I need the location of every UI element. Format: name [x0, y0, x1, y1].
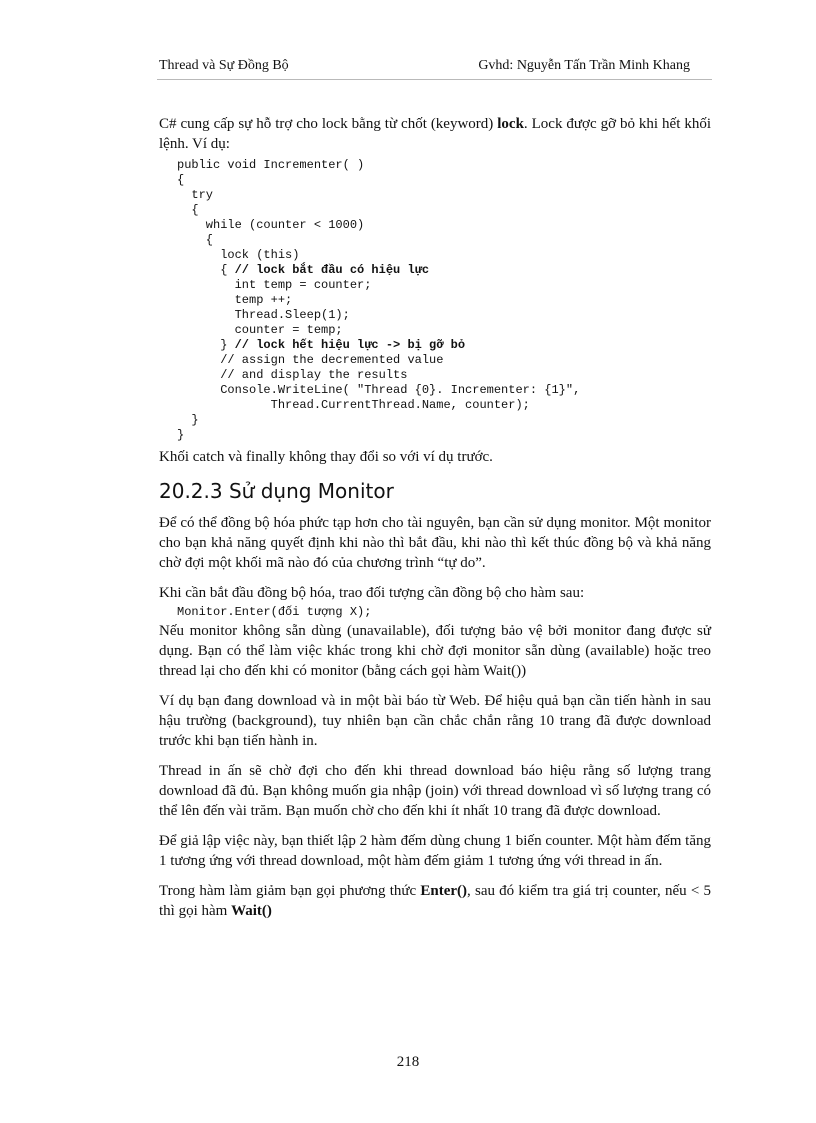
p7-wait-method: Wait(): [231, 903, 272, 919]
monitor-paragraph-2: Khi cần bắt đầu đồng bộ hóa, trao đối tượng cần đồng bộ cho hàm sau:: [159, 585, 585, 601]
page-content: [159, 114, 711, 921]
after-code-paragraph: Khối catch và finally không thay đổi so với ví dụ trước.: [159, 449, 493, 465]
monitor-paragraph-4: Ví dụ bạn đang download và in một bài báo từ Web. Để hiệu quả bạn cần tiến hành in sau hậu trường (background), tuy nhiên bạn cần chắc chắn rằng 10 trang đã được download trước khi bạn tiến hành in.: [159, 693, 711, 749]
p7-text-before: Trong hàm làm giảm bạn gọi phương thức: [159, 883, 421, 899]
monitor-paragraph-7: [159, 881, 711, 921]
monitor-paragraph-5: Thread in ấn sẽ chờ đợi cho đến khi thread download báo hiệu rằng số lượng trang download đã đủ. Bạn không muốn gia nhập (join) với thread download vì số lượng trang có thể lên đến vài trăm. Bạn muốn chờ cho đến khi ít nhất 10 trang đã được download.: [159, 763, 711, 819]
intro-keyword-lock: lock: [497, 116, 524, 132]
monitor-paragraph-6: Để giả lập việc này, bạn thiết lập 2 hàm đếm dùng chung 1 biến counter. Một hàm đếm tăng 1 tương ứng với thread download, một hàm đếm giảm 1 tương ứng với thread in ấn.: [159, 833, 711, 869]
page-number: 218: [396, 1054, 420, 1070]
p7-enter-method: Enter(): [420, 883, 468, 899]
code-comment-lock-start: // lock bắt đầu có hiệu lực: [234, 263, 430, 277]
code-lines-before: public void Incrementer( ) { try { while (counter < 1000) { lock (this) {: [177, 158, 365, 277]
header-title: Thread và Sự Đồng Bộ: [159, 58, 289, 73]
header-divider: [157, 79, 712, 80]
monitor-enter-code: Monitor.Enter(đối tượng X);: [177, 605, 372, 619]
code-lines-middle: int temp = counter; temp ++; Thread.Sleep(1); counter = temp; }: [220, 278, 372, 352]
intro-text-before: C# cung cấp sự hỗ trợ cho lock bằng từ chốt (keyword): [159, 116, 498, 132]
intro-text-after: . Lock được gỡ bỏ khi hết khối lệnh. Ví dụ:: [159, 116, 711, 152]
section-heading: 20.2.3 Sử dụng Monitor: [159, 479, 394, 503]
monitor-paragraph-3: Nếu monitor không sẵn dùng (unavailable), đối tượng bảo vệ bởi monitor đang được sử dụng. Bạn có thể làm việc khác trong khi chờ đợi monitor sẵn dùng (available) hoặc treo thread lại cho đến khi có monitor (bằng cách gọi hàm Wait()): [159, 623, 711, 679]
header-instructor: Gvhd: Nguyễn Tấn Trần Minh Khang: [478, 58, 690, 73]
code-lines-after: // assign the decremented value // and display the results Console.WriteLine( "Thread {0}. Incrementer: {1}", Thread.CurrentThread.Name, counter); } }: [177, 353, 581, 442]
code-comment-lock-end: // lock hết hiệu lực -> bị gỡ bỏ: [234, 338, 466, 352]
code-block-incrementer: [177, 158, 711, 443]
monitor-paragraph-1: Để có thể đồng bộ hóa phức tạp hơn cho tài nguyên, bạn cần sử dụng monitor. Một monitor cho bạn khả năng quyết định khi nào thì bắt đầu, khi nào thì kết thúc đồng bộ và khả năng chờ đợi một khối mã nào đó của chương trình “tự do”.: [159, 515, 711, 571]
intro-paragraph: [159, 114, 711, 154]
p7-text-middle: , sau đó kiểm tra giá trị counter, nếu < 5 thì gọi hàm: [159, 883, 711, 919]
